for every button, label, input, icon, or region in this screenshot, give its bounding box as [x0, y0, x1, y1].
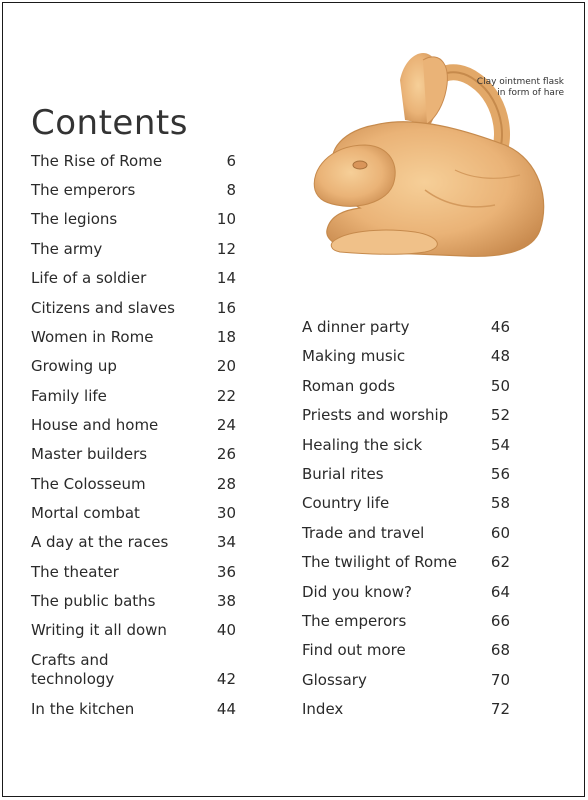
toc-entry-page: 58 [490, 494, 510, 513]
toc-entry [31, 328, 236, 347]
toc-entry-page: 56 [490, 465, 510, 483]
toc-entry-page: 36 [216, 563, 236, 581]
toc-entry-title: Writing it all down [31, 621, 167, 639]
toc-entry-page: 24 [216, 416, 236, 434]
toc-entry [31, 152, 236, 171]
toc-entry-page: 20 [216, 357, 236, 375]
toc-entry-title: Priests and worship [302, 406, 449, 425]
toc-entry-title: Did you know? [302, 582, 412, 601]
toc-entry-page: 42 [216, 670, 236, 688]
toc-entry [31, 269, 236, 288]
toc-entry [31, 533, 236, 552]
toc-entry [302, 553, 510, 572]
toc-entry-title: Life of a soldier [31, 269, 147, 287]
toc-entry-title: Country life [302, 494, 390, 513]
toc-entry [31, 651, 236, 689]
toc-entry-page: 10 [216, 210, 236, 228]
toc-entry-page: 18 [216, 328, 236, 346]
toc-entry-title: Healing the sick [302, 435, 423, 454]
toc-entry-page: 60 [490, 523, 510, 542]
toc-entry-page: 70 [490, 670, 510, 689]
toc-entry [31, 621, 236, 640]
toc-entry [302, 318, 510, 337]
toc-entry [31, 387, 236, 406]
toc-entry-page: 14 [216, 269, 236, 287]
toc-entry-title: The emperors [302, 612, 407, 630]
toc-entry-title: Mortal combat [31, 504, 140, 522]
toc-entry-page: 48 [490, 347, 510, 366]
toc-entry-title: House and home [31, 416, 159, 434]
toc-entry-title: The theater [31, 563, 119, 581]
toc-entry-title: Making music [302, 347, 406, 366]
toc-entry-title: A dinner party [302, 318, 410, 336]
toc-entry-title: Family life [31, 387, 107, 405]
toc-entry-title: Growing up [31, 357, 117, 375]
toc-entry [31, 475, 236, 494]
toc-entry [31, 299, 236, 318]
toc-entry [31, 563, 236, 582]
toc-entry-page: 8 [226, 181, 236, 199]
toc-entry-page: 52 [490, 406, 510, 425]
toc-entry-title: Burial rites [302, 465, 384, 483]
toc-entry-title: Find out more [302, 641, 406, 660]
toc-entry-page: 64 [490, 582, 510, 601]
toc-entry-title: The army [31, 240, 103, 258]
toc-entry [31, 181, 236, 200]
toc-entry-page: 28 [216, 475, 236, 493]
toc-entry [302, 494, 510, 513]
toc-entry-title: The public baths [31, 592, 156, 610]
toc-entry-title: The legions [31, 210, 118, 228]
toc-entry-title: A day at the races [31, 533, 169, 551]
toc-entry [302, 347, 510, 366]
toc-entry [302, 583, 510, 602]
toc-entry [31, 700, 236, 719]
toc-entry [31, 416, 236, 435]
toc-entry [302, 465, 510, 484]
hare-flask-image [305, 40, 555, 270]
toc-entry-page: 44 [216, 700, 236, 718]
toc-entry-page: 40 [216, 621, 236, 639]
toc-entry [302, 612, 510, 631]
toc-entry [31, 357, 236, 376]
toc-entry [31, 445, 236, 464]
toc-entry [302, 700, 510, 719]
toc-entry [31, 592, 236, 611]
image-caption: Clay ointment flask in form of hare [476, 77, 564, 98]
toc-entry-title: The emperors [31, 181, 136, 199]
toc-entry-page: 6 [226, 152, 236, 170]
toc-entry [302, 671, 510, 690]
toc-entry-page: 30 [216, 504, 236, 522]
toc-entry-page: 34 [216, 533, 236, 551]
toc-entry-page: 12 [216, 240, 236, 258]
toc-entry-page: 50 [490, 376, 510, 395]
toc-entry-page: 46 [490, 318, 510, 336]
toc-entry-title: Roman gods [302, 376, 396, 395]
toc-entry-title: Citizens and slaves [31, 299, 175, 317]
toc-entry [302, 524, 510, 543]
toc-entry [31, 504, 236, 523]
toc-entry-title: Crafts and technology [31, 651, 115, 688]
toc-entry-page: 16 [216, 299, 236, 317]
toc-entry [302, 377, 510, 396]
toc-entry [302, 406, 510, 425]
toc-entry-title: Women in Rome [31, 328, 154, 346]
toc-entry [302, 641, 510, 660]
toc-entry [302, 436, 510, 455]
page-title: Contents [31, 102, 188, 143]
toc-entry-title: Index [302, 700, 344, 719]
toc-entry-page: 68 [490, 641, 510, 660]
toc-entry-page: 54 [490, 435, 510, 454]
toc-entry-page: 38 [216, 592, 236, 610]
toc-entry-title: Glossary [302, 670, 367, 689]
toc-entry-title: The twilight of Rome [302, 553, 457, 572]
toc-entry-page: 26 [216, 445, 236, 463]
toc-entry-page: 72 [490, 700, 510, 719]
toc-entry-title: Trade and travel [302, 523, 425, 542]
toc-entry [31, 240, 236, 259]
toc-entry-title: The Rise of Rome [31, 152, 163, 170]
toc-entry-title: The Colosseum [31, 475, 146, 493]
toc-entry-title: In the kitchen [31, 700, 135, 718]
toc-entry-title: Master builders [31, 445, 148, 463]
toc-entry-page: 62 [490, 553, 510, 572]
toc-entry [31, 210, 236, 229]
toc-entry-page: 66 [490, 612, 510, 630]
toc-entry-page: 22 [216, 387, 236, 405]
